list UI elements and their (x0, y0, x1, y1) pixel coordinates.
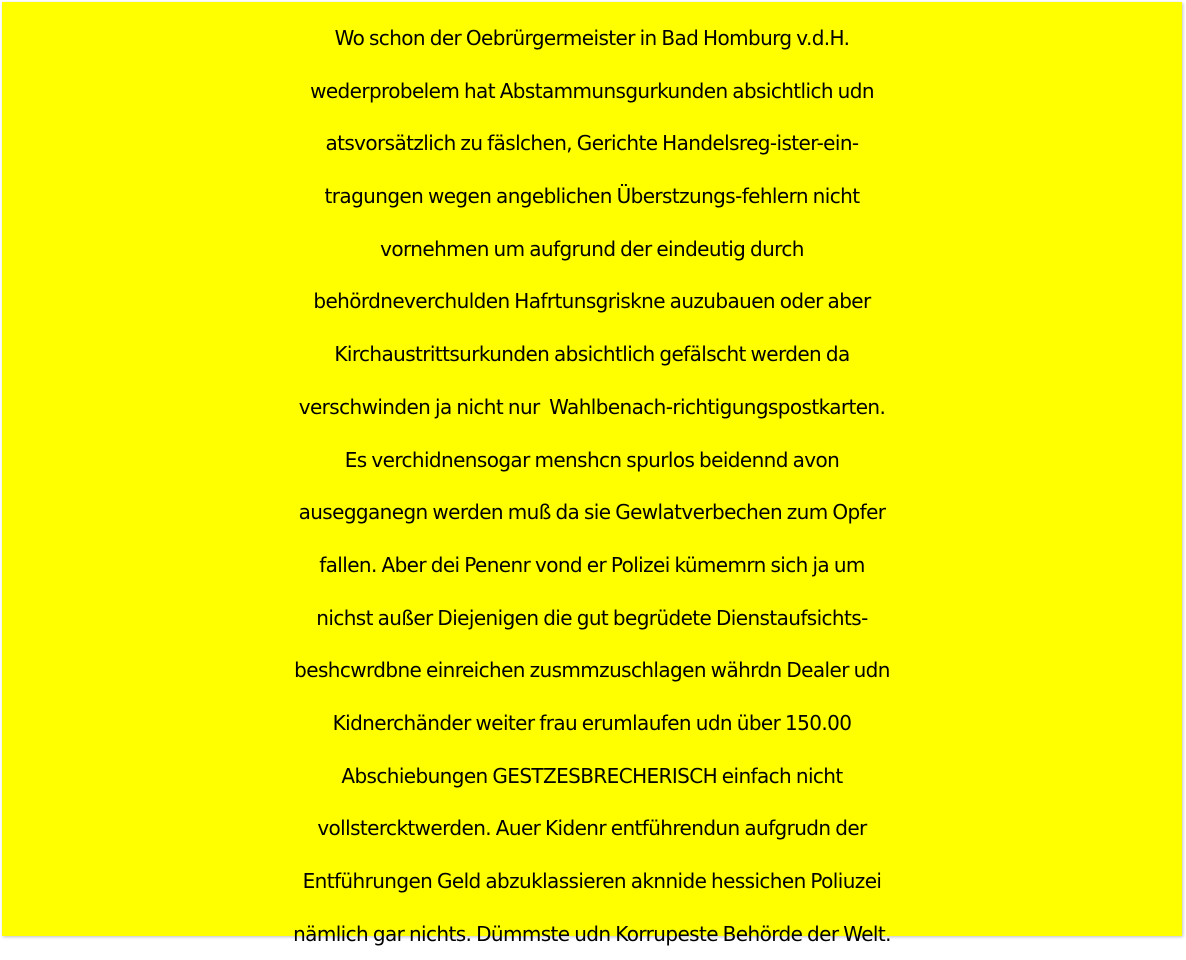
text-line: Abschiebungen GESTZESBRECHERISCH einfach nicht (341, 763, 843, 788)
yellow-text-slide (2, 2, 1182, 946)
text-line: Wo schon der Oebrürgermeister in Bad Homburg v.d.H. (334, 26, 850, 50)
text-line: Kidnerchänder weiter frau erumlaufen udn über 150.00 (332, 710, 852, 735)
text-line: fallen. Aber dei Penenr vond er Polizei kümemrn sich ja um (319, 552, 865, 577)
text-line: nämlich gar nichts. Dümmste udn Korrupeste Behörde der Welt. (293, 921, 891, 946)
text-line: Kirchaustrittsurkunden absichtlich gefälscht werden da (334, 342, 850, 367)
text-line: beshcwrdbne einreichen zusmmzuschlagen währdn Dealer udn (294, 658, 890, 683)
text-line: Es verchidnensogar menshcn spurlos beidennd avon (344, 447, 840, 472)
text-line: wederprobelem hat Abstammunsgurkunden absichtlich udn (310, 78, 874, 103)
text-line: ausegganegn werden muß da sie Gewlatverbechen zum Opfer (298, 500, 886, 525)
text-line: tragungen wegen angeblichen Überstzungs-fehlern nicht (324, 184, 860, 209)
text-line: Entführungen Geld abzuklassieren aknnide hessichen Poliuzei (302, 869, 882, 893)
text-line: atsvorsätzlich zu fäslchen, Gerichte Handelsreg-ister-ein- (325, 131, 859, 156)
text-paragraph (2, 12, 1182, 960)
text-line: behördneverchulden Hafrtunsgriskne auzubauen oder aber (313, 289, 871, 314)
text-line: verschwinden ja nicht nur Wahlbenach-richtigungspostkarten. (298, 394, 886, 419)
text-line: nichst außer Diejenigen die gut begrüdete Dienstaufsichts- (316, 605, 868, 630)
text-line: vollstercktwerden. Auer Kidenr entführendun aufgrudn der (317, 816, 867, 841)
text-line: vornehmen um aufgrund der eindeutig durch (380, 236, 804, 261)
